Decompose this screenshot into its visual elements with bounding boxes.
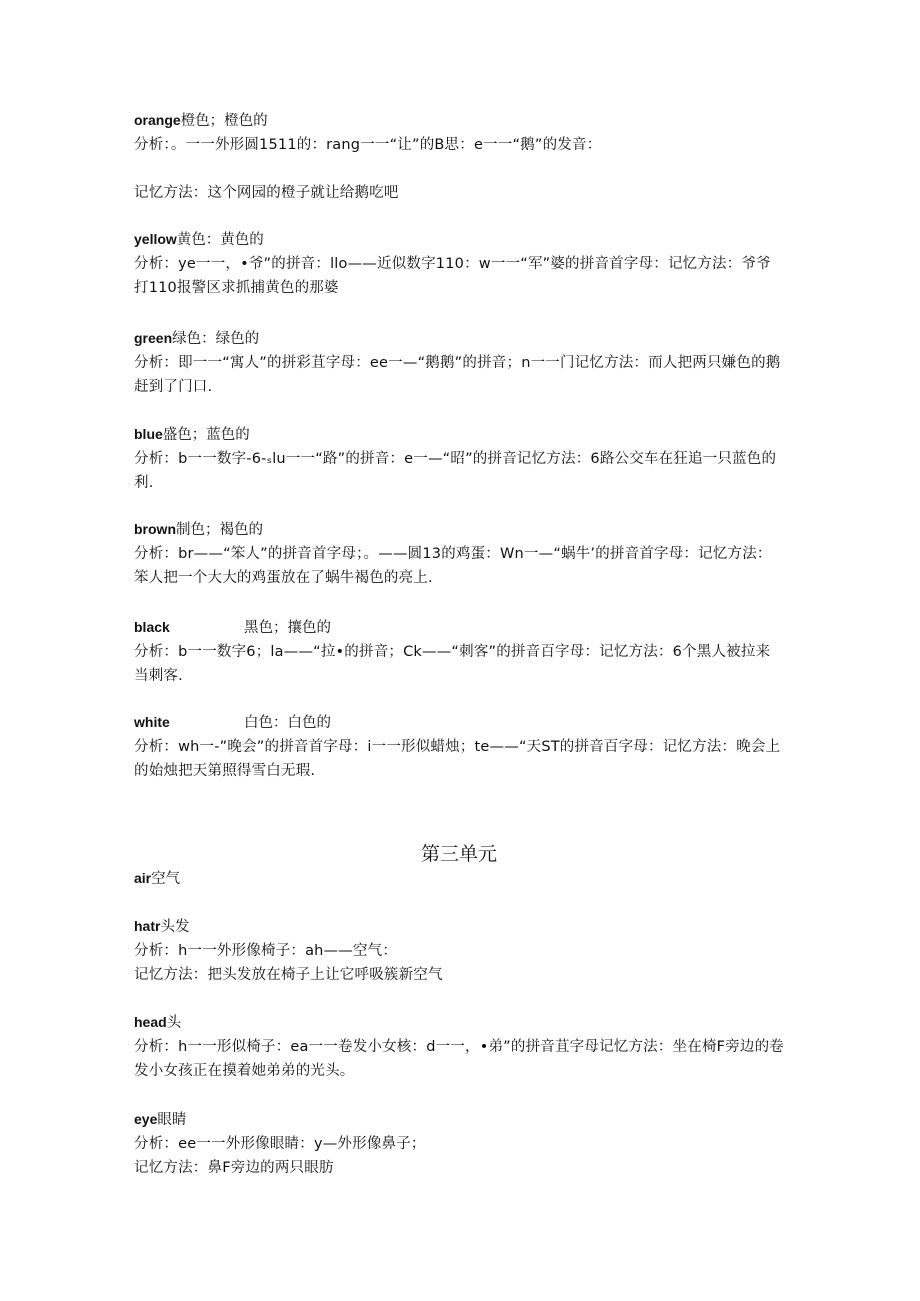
vocab-entry-brown (134, 517, 784, 590)
entry-meaning: 头发 (160, 919, 190, 935)
entry-word: white (134, 714, 170, 730)
entry-memory: 记忆方法：把头发放在椅子上让它呼吸簇新空气 (134, 967, 443, 983)
entry-heading (134, 326, 784, 351)
entry-heading (134, 710, 784, 735)
entry-meaning: 白色：白色的 (244, 715, 331, 731)
entry-analysis: 分析：b一一数字6；la——“拉•的拼音；Ck——“刺客”的拼音百字母：记忆方法：6个黑人被拉来当刺客. (134, 644, 771, 684)
entry-analysis: 分析：即一一“寓人”的拼彩苴字母：ee一—“鹅鹅”的拼音；n一一门记忆方法：而人把两只嫌色的鹅赶到了门口. (134, 355, 781, 395)
entry-word: green (134, 330, 173, 346)
entry-meaning: 头 (166, 1015, 182, 1031)
entry-meaning: 眼睛 (157, 1112, 187, 1128)
vocab-entry-hair (134, 914, 784, 987)
vocab-entry-green (134, 326, 784, 399)
entry-word: eye (134, 1111, 158, 1127)
entry-memory: 记忆方法：鼻F旁边的两只眼肪 (134, 1160, 334, 1176)
entry-heading (134, 914, 784, 939)
entry-word: head (134, 1014, 167, 1030)
entry-meaning: 黄色：黄色的 (176, 232, 264, 248)
entry-heading (134, 615, 784, 640)
vocab-entry-white (134, 710, 784, 783)
entry-analysis: 分析：br——“笨人”的拼音首字母；。——圆13的鸡蛋：Wn一—“蜗牛’的拼音首字母：记忆方法：笨人把一个大大的鸡蛋放在了蜗牛褐色的亮上. (134, 546, 772, 586)
entry-analysis: 分析：b一一数字-6-ₛlu一一“路”的拼音：e一—“昭”的拼音记忆方法：6路公交车在狂追一只蓝色的利. (134, 451, 777, 491)
entry-word: orange (134, 112, 181, 128)
entry-analysis: 分析：ye一一，•爷”的拼音：llo——近似数字110：w一一“军”婆的拼音首字母：记忆方法：爷爷打110报警区求抓捕黄色的那婆 (134, 256, 771, 296)
section-title: 第三单元 (420, 843, 497, 865)
entry-heading (134, 108, 784, 133)
entry-heading (134, 1107, 784, 1132)
entry-meaning: 黑色；攘色的 (244, 620, 331, 636)
entry-meaning: 绿色：绿色的 (172, 331, 260, 347)
vocab-entry-eye (134, 1107, 784, 1180)
entry-meaning: 盛色；蓝色的 (162, 427, 250, 443)
entry-heading (134, 866, 784, 891)
vocab-entry-blue (134, 422, 784, 495)
vocab-entry-air (134, 866, 784, 891)
vocab-entry-orange (134, 108, 784, 205)
entry-heading (134, 422, 784, 447)
entry-word: blue (134, 426, 163, 442)
entry-analysis: 分析：wh一-”晚会”的拼音首字母：i一一形似蜡烛；te——“天ST的拼音百字母：记忆方法：晚会上的始烛把天第照得雪白无瑕. (134, 739, 781, 779)
entry-word: air (134, 870, 152, 886)
entry-analysis: 分析：ee一一外形像眼睛：y—外形像鼻子； (134, 1136, 426, 1152)
entry-word: yellow (134, 231, 177, 247)
entry-memory: 记忆方法：这个网园的橙子就让给鹅吃吧 (134, 185, 399, 201)
vocab-entry-head (134, 1010, 784, 1083)
vocab-entry-yellow (134, 227, 784, 300)
entry-meaning: 橙色；橙色的 (180, 113, 268, 129)
entry-word: hatr (134, 918, 161, 934)
entry-analysis: 分析：h一一形似椅子：ea一一卷发小女核：d一一，•弟”的拼音苴字母记忆方法：坐在椅F旁边的卷发小女孩正在摸着她弟弟的光头。 (134, 1039, 785, 1079)
entry-word: black (134, 619, 170, 635)
entry-heading (134, 517, 784, 542)
entry-heading (134, 1010, 784, 1035)
vocab-entry-black (134, 615, 784, 688)
entry-analysis: 分析：h一一外形像椅子：ah——空气： (134, 943, 398, 959)
entry-heading (134, 227, 784, 252)
entry-analysis: 分析：。一一外形圆1511的：rang一一“让”的B思：e一一“鹅”的发音： (134, 137, 602, 153)
entry-word: brown (134, 521, 176, 537)
entry-meaning: 空气 (151, 871, 181, 887)
entry-meaning: 制色；褐色的 (176, 522, 263, 538)
